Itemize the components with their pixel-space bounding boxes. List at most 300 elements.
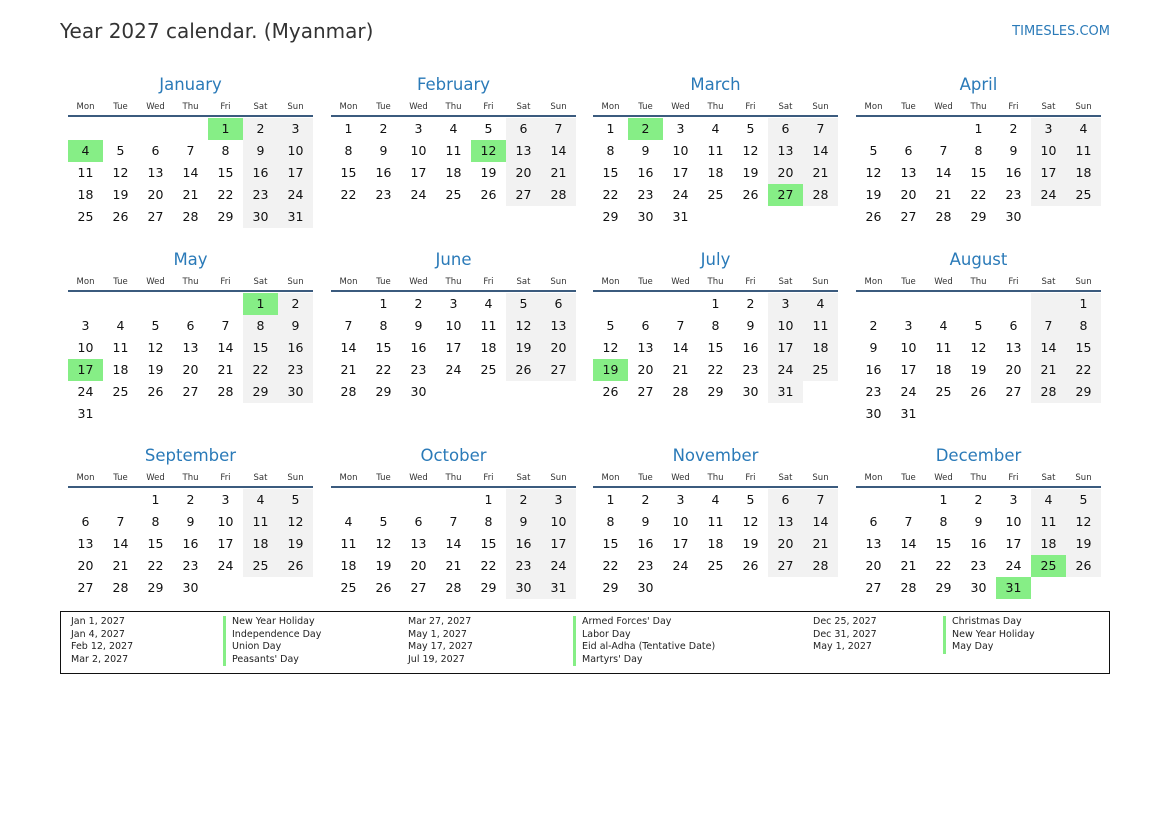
empty-day-cell [856, 489, 891, 511]
day-cell: 14 [900, 536, 917, 551]
day-cell: 21 [935, 187, 952, 202]
site-link[interactable]: TIMESLES.COM [1012, 24, 1110, 39]
empty-day-cell [1066, 206, 1101, 228]
day-cell: 13 [410, 536, 427, 551]
empty-day-cell [926, 403, 961, 425]
day-cell: 24 [217, 558, 234, 573]
weekend-day-cell: 6 [541, 293, 576, 315]
week-row [593, 489, 838, 511]
day-cell: 19 [742, 536, 759, 551]
month-title: January [159, 75, 222, 94]
day-cell: 24 [77, 384, 94, 399]
weekend-day-cell: 4 [243, 489, 278, 511]
day-cell: 29 [935, 580, 952, 595]
day-cell: 9 [641, 143, 650, 158]
day-cell: 16 [637, 536, 654, 551]
day-cell: 18 [480, 340, 497, 355]
day-cell: 30 [410, 384, 427, 399]
weekend-day-cell: 14 [1031, 337, 1066, 359]
week-row [68, 555, 313, 577]
weekday-label: Sun [812, 277, 829, 287]
weekday-label: Mon [339, 277, 358, 287]
weekday-label: Fri [220, 277, 231, 287]
day-cell: 21 [217, 362, 234, 377]
weekday-label: Fri [483, 102, 494, 112]
weekday-label: Thu [970, 277, 987, 287]
month-september [68, 445, 313, 599]
day-cell: 1 [344, 121, 353, 136]
day-cell: 23 [742, 362, 759, 377]
week-row [68, 359, 313, 381]
weekday-label: Mon [864, 102, 883, 112]
day-cell: 11 [707, 514, 724, 529]
day-cell: 29 [970, 209, 987, 224]
weekday-label: Fri [1008, 277, 1019, 287]
weekend-day-cell: 10 [768, 315, 803, 337]
day-cell: 14 [182, 165, 199, 180]
weekend-day-cell: 3 [1031, 118, 1066, 140]
day-cell: 29 [602, 580, 619, 595]
week-row [593, 359, 838, 381]
day-cell: 6 [869, 514, 878, 529]
day-cell: 1 [606, 492, 615, 507]
day-cell: 4 [711, 492, 720, 507]
empty-day-cell [1066, 577, 1101, 599]
day-cell: 2 [869, 318, 878, 333]
legend-date: Jan 1, 2027 [71, 616, 125, 627]
day-cell: 8 [711, 318, 720, 333]
weekday-label: Tue [901, 473, 916, 483]
week-row [68, 184, 313, 206]
weekday-label: Sat [778, 473, 793, 483]
legend-date-column [71, 616, 133, 666]
day-cell: 12 [602, 340, 619, 355]
holiday-day-cell: 31 [996, 577, 1031, 599]
weekday-header [593, 100, 838, 114]
week-row [593, 140, 838, 162]
weekend-day-cell: 7 [803, 118, 838, 140]
header-divider [593, 115, 838, 117]
weekday-label: Sun [287, 277, 304, 287]
weekday-label: Thu [182, 473, 199, 483]
weekday-header [856, 275, 1101, 289]
weekend-day-cell: 11 [1066, 140, 1101, 162]
day-cell: 12 [147, 340, 164, 355]
day-cell: 8 [939, 514, 948, 529]
weekday-label: Sun [287, 102, 304, 112]
weekend-day-cell: 24 [541, 555, 576, 577]
weekend-day-cell: 6 [506, 118, 541, 140]
day-cell: 31 [77, 406, 94, 421]
day-cell: 25 [707, 558, 724, 573]
page-title: Year 2027 calendar. (Myanmar) [60, 19, 374, 43]
weekend-day-cell: 13 [768, 140, 803, 162]
weekday-label: Tue [113, 102, 128, 112]
month-title: October [420, 446, 487, 465]
weekend-day-cell: 24 [768, 359, 803, 381]
empty-day-cell [103, 489, 138, 511]
weekend-day-cell: 23 [243, 184, 278, 206]
day-cell: 22 [480, 558, 497, 573]
week-row [856, 555, 1101, 577]
weekend-day-cell: 1 [1066, 293, 1101, 315]
day-cell: 3 [81, 318, 90, 333]
month-title: February [416, 75, 491, 94]
empty-day-cell [68, 489, 103, 511]
weekend-day-cell: 15 [1066, 337, 1101, 359]
weekday-label: Sat [1041, 102, 1056, 112]
day-cell: 21 [112, 558, 129, 573]
month-title: March [690, 75, 741, 94]
weekend-day-cell: 21 [1031, 359, 1066, 381]
weekday-label: Sat [1041, 277, 1056, 287]
weekend-day-cell: 11 [1031, 511, 1066, 533]
day-cell: 6 [1009, 318, 1018, 333]
day-cell: 22 [340, 187, 357, 202]
weekday-label: Sun [550, 473, 567, 483]
empty-day-cell [208, 403, 243, 425]
week-row [331, 184, 576, 206]
holiday-day-cell: 4 [68, 140, 103, 162]
holiday-legend [60, 611, 1110, 674]
weekend-day-cell: 25 [803, 359, 838, 381]
month-title: September [144, 446, 237, 465]
weekday-label: Thu [707, 102, 724, 112]
weekend-day-cell: 18 [1031, 533, 1066, 555]
weekday-label: Sun [1075, 277, 1092, 287]
day-cell: 10 [672, 514, 689, 529]
weekend-day-cell: 16 [506, 533, 541, 555]
weekend-day-cell: 8 [243, 315, 278, 337]
day-cell: 26 [375, 580, 392, 595]
day-cell: 19 [375, 558, 392, 573]
day-cell: 27 [410, 580, 427, 595]
weekday-label: Tue [376, 277, 391, 287]
weekend-day-cell: 5 [506, 293, 541, 315]
day-cell: 23 [970, 558, 987, 573]
day-cell: 30 [970, 580, 987, 595]
day-cell: 14 [112, 536, 129, 551]
weekday-label: Fri [745, 102, 756, 112]
weekend-day-cell: 20 [506, 162, 541, 184]
empty-day-cell [891, 293, 926, 315]
empty-day-cell [138, 403, 173, 425]
weekday-header [68, 471, 313, 485]
weekday-label: Wed [934, 102, 953, 112]
weekday-label: Thu [445, 277, 462, 287]
day-cell: 11 [112, 340, 129, 355]
week-row [331, 511, 576, 533]
weekend-day-cell: 16 [278, 337, 313, 359]
holiday-day-cell: 27 [768, 184, 803, 206]
day-cell: 20 [900, 187, 917, 202]
empty-day-cell [68, 293, 103, 315]
month-august [856, 249, 1101, 425]
week-row [331, 118, 576, 140]
legend-date: Jul 19, 2027 [408, 653, 465, 665]
day-cell: 22 [375, 362, 392, 377]
weekend-day-cell: 20 [541, 337, 576, 359]
day-cell: 9 [1009, 143, 1018, 158]
empty-day-cell [926, 293, 961, 315]
weekday-label: Fri [1008, 102, 1019, 112]
week-row [68, 381, 313, 403]
day-cell: 24 [672, 558, 689, 573]
weekday-label: Sat [778, 277, 793, 287]
empty-day-cell [173, 403, 208, 425]
legend-date: Dec 25, 2027 [813, 616, 877, 627]
weekend-day-cell: 21 [803, 533, 838, 555]
weekday-label: Fri [745, 473, 756, 483]
week-row [593, 162, 838, 184]
week-row [68, 162, 313, 184]
weekday-label: Sat [1041, 473, 1056, 483]
empty-day-cell [243, 577, 278, 599]
weekday-header [331, 471, 576, 485]
day-cell: 20 [865, 558, 882, 573]
weekend-day-cell: 19 [1066, 533, 1101, 555]
day-cell: 13 [865, 536, 882, 551]
day-cell: 10 [77, 340, 94, 355]
week-row [331, 381, 576, 403]
day-cell: 7 [939, 143, 948, 158]
week-row [68, 533, 313, 555]
header-divider [856, 486, 1101, 488]
day-cell: 11 [480, 318, 497, 333]
empty-day-cell [768, 577, 803, 599]
weekday-label: Thu [182, 277, 199, 287]
legend-date: May 1, 2027 [813, 641, 872, 652]
month-title: May [173, 250, 208, 269]
weekend-day-cell: 21 [803, 162, 838, 184]
empty-day-cell [803, 381, 838, 403]
week-row [331, 337, 576, 359]
weekday-label: Wed [671, 102, 690, 112]
weekday-label: Sun [1075, 102, 1092, 112]
weekend-day-cell: 17 [1031, 162, 1066, 184]
weekend-day-cell: 4 [1066, 118, 1101, 140]
day-cell: 31 [672, 209, 689, 224]
day-cell: 2 [186, 492, 195, 507]
empty-day-cell [803, 577, 838, 599]
day-cell: 15 [217, 165, 234, 180]
day-cell: 29 [480, 580, 497, 595]
weekday-label: Wed [409, 473, 428, 483]
day-cell: 3 [449, 296, 458, 311]
weekday-header [593, 275, 838, 289]
weekday-label: Sun [1075, 473, 1092, 483]
weekday-header [68, 275, 313, 289]
day-cell: 3 [1009, 492, 1018, 507]
day-cell: 6 [904, 143, 913, 158]
empty-day-cell [278, 577, 313, 599]
empty-day-cell [856, 293, 891, 315]
empty-day-cell [138, 293, 173, 315]
day-cell: 15 [970, 165, 987, 180]
weekday-label: Mon [339, 102, 358, 112]
empty-day-cell [1031, 293, 1066, 315]
week-row [68, 577, 313, 599]
day-cell: 4 [711, 121, 720, 136]
day-cell: 23 [637, 558, 654, 573]
month-february [331, 74, 576, 206]
weekend-day-cell: 22 [243, 359, 278, 381]
empty-day-cell [173, 118, 208, 140]
legend-holiday-name: New Year Holiday [223, 616, 321, 629]
weekend-day-cell: 27 [541, 359, 576, 381]
legend-name-column [223, 616, 321, 666]
day-cell: 21 [182, 187, 199, 202]
weekend-day-cell: 2 [506, 489, 541, 511]
holiday-day-cell: 17 [68, 359, 103, 381]
day-cell: 26 [147, 384, 164, 399]
week-row [68, 293, 313, 315]
weekend-day-cell: 5 [1066, 489, 1101, 511]
day-cell: 9 [746, 318, 755, 333]
day-cell: 9 [414, 318, 423, 333]
day-cell: 6 [641, 318, 650, 333]
week-row [593, 381, 838, 403]
weekday-label: Thu [707, 473, 724, 483]
legend-holiday-name: Peasants' Day [223, 654, 321, 667]
day-cell: 13 [1005, 340, 1022, 355]
week-row [856, 359, 1101, 381]
month-march [593, 74, 838, 228]
day-cell: 10 [1005, 514, 1022, 529]
day-cell: 24 [1005, 558, 1022, 573]
month-title: August [949, 250, 1008, 269]
day-cell: 9 [869, 340, 878, 355]
weekend-day-cell: 13 [506, 140, 541, 162]
weekday-label: Tue [113, 277, 128, 287]
day-cell: 28 [935, 209, 952, 224]
weekend-day-cell: 14 [803, 511, 838, 533]
empty-day-cell [173, 293, 208, 315]
weekday-label: Sun [287, 473, 304, 483]
day-cell: 22 [602, 558, 619, 573]
day-cell: 2 [1009, 121, 1018, 136]
weekend-day-cell: 30 [506, 577, 541, 599]
weekend-day-cell: 31 [768, 381, 803, 403]
weekend-day-cell: 2 [278, 293, 313, 315]
day-cell: 15 [480, 536, 497, 551]
month-title: December [935, 446, 1022, 465]
header-divider [856, 290, 1101, 292]
day-cell: 17 [672, 536, 689, 551]
week-row [593, 533, 838, 555]
empty-day-cell [663, 577, 698, 599]
day-cell: 3 [904, 318, 913, 333]
day-cell: 29 [707, 384, 724, 399]
day-cell: 24 [900, 384, 917, 399]
weekend-day-cell: 17 [278, 162, 313, 184]
day-cell: 20 [637, 362, 654, 377]
week-row [68, 140, 313, 162]
day-cell: 9 [379, 143, 388, 158]
week-row [593, 337, 838, 359]
day-cell: 12 [742, 143, 759, 158]
month-title: June [435, 250, 472, 269]
week-row [68, 206, 313, 228]
day-cell: 27 [77, 580, 94, 595]
empty-day-cell [366, 489, 401, 511]
day-cell: 12 [865, 165, 882, 180]
day-cell: 2 [746, 296, 755, 311]
weekday-label: Sat [253, 473, 268, 483]
empty-day-cell [68, 118, 103, 140]
day-cell: 16 [637, 165, 654, 180]
day-cell: 18 [112, 362, 129, 377]
week-row [593, 184, 838, 206]
day-cell: 19 [742, 165, 759, 180]
weekend-day-cell: 19 [506, 337, 541, 359]
empty-day-cell [698, 577, 733, 599]
weekday-label: Wed [146, 102, 165, 112]
day-cell: 28 [445, 580, 462, 595]
month-november [593, 445, 838, 599]
weekend-day-cell: 9 [506, 511, 541, 533]
month-june [331, 249, 576, 403]
weekend-day-cell: 9 [243, 140, 278, 162]
day-cell: 17 [1005, 536, 1022, 551]
week-row [856, 140, 1101, 162]
empty-day-cell [541, 381, 576, 403]
week-row [856, 337, 1101, 359]
empty-day-cell [1031, 403, 1066, 425]
weekend-day-cell: 10 [541, 511, 576, 533]
day-cell: 17 [410, 165, 427, 180]
day-cell: 23 [375, 187, 392, 202]
week-row [856, 118, 1101, 140]
holiday-day-cell: 12 [471, 140, 506, 162]
weekday-label: Thu [707, 277, 724, 287]
legend-holiday-name: Labor Day [573, 629, 715, 642]
empty-day-cell [1031, 206, 1066, 228]
day-cell: 18 [340, 558, 357, 573]
weekday-label: Sun [550, 102, 567, 112]
empty-day-cell [926, 118, 961, 140]
day-cell: 22 [217, 187, 234, 202]
day-cell: 5 [974, 318, 983, 333]
holiday-day-cell: 1 [243, 293, 278, 315]
day-cell: 16 [1005, 165, 1022, 180]
weekday-header [68, 100, 313, 114]
day-cell: 1 [711, 296, 720, 311]
day-cell: 23 [410, 362, 427, 377]
empty-day-cell [401, 489, 436, 511]
day-cell: 27 [182, 384, 199, 399]
day-cell: 27 [900, 209, 917, 224]
weekend-day-cell: 3 [278, 118, 313, 140]
day-cell: 27 [1005, 384, 1022, 399]
empty-day-cell [803, 206, 838, 228]
empty-day-cell [1031, 577, 1066, 599]
empty-day-cell [856, 118, 891, 140]
legend-date: Mar 2, 2027 [71, 653, 129, 665]
day-cell: 26 [480, 187, 497, 202]
day-cell: 14 [445, 536, 462, 551]
week-row [331, 489, 576, 511]
day-cell: 30 [637, 209, 654, 224]
legend-date-column [408, 616, 473, 666]
month-title: April [959, 75, 998, 94]
weekday-header [593, 471, 838, 485]
header-divider [331, 290, 576, 292]
day-cell: 15 [707, 340, 724, 355]
day-cell: 7 [221, 318, 230, 333]
week-row [856, 162, 1101, 184]
weekday-label: Tue [901, 102, 916, 112]
